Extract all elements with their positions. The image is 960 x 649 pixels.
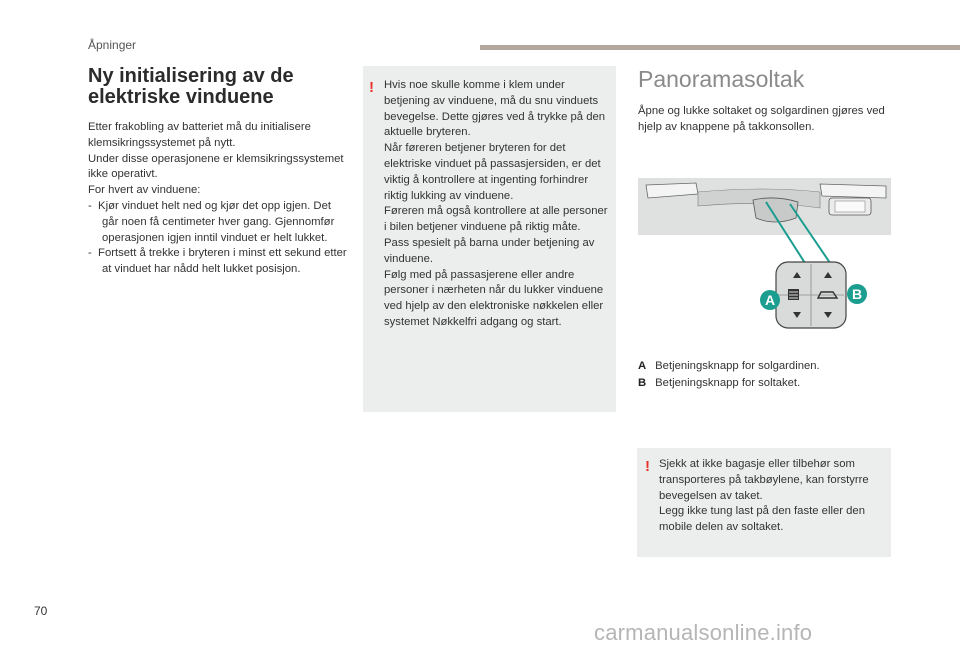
callout-a: A [764,292,776,308]
left-title: Ny initialisering av de elektriske vinduene [88,65,294,108]
legend-item-b [638,377,800,389]
left-paragraph-2: Under disse operasjonene er klemsikringssystemet ikke operativt. [88,152,344,181]
page-number: 70 [34,604,48,618]
left-column [88,66,350,278]
roof-console-figure [638,178,891,338]
left-paragraph-1: Etter frakobling av batteriet må du initialisere klemsikringssystemet på nytt. [88,121,311,149]
left-step-2: - Fortsett å trekke i bryteren i minst ett sekund etter at vinduet har nådd helt lukket posisjon. [88,247,347,276]
right-column [638,66,898,136]
warning-icon: ! [369,79,374,96]
left-step-1: - Kjør vinduet helt ned og kjør det opp igjen. Det går noen få centimeter hver gang. Gjennomfør operasjonen igjen inntil vinduet er helt lukket. [88,199,335,244]
legend-key-a: A [638,360,647,372]
warning-text-right: Sjekk at ikke bagasje eller tilbehør som transporteres på takbøylene, kan forstyrre bevegelsen av taket. Legg ikke tung last på den faste eller den mobile delen av soltaket. [659,458,869,534]
legend-item-a [638,360,820,372]
left-paragraph-3: For hvert av vinduene: [88,184,201,197]
warning-icon: ! [645,458,650,475]
callout-b: B [851,286,863,302]
right-title: Panoramasoltak [638,66,805,92]
legend-text-a: Betjeningsknapp for solgardinen. [655,360,820,372]
warning-text-middle: Hvis noe skulle komme i klem under betjening av vinduene, må du snu vinduets bevegelse. Dette gjøres ved å trykke på den aktuelle bryteren. Når føreren betjener bryteren for det elektriske vinduet på passasjersiden, er det viktig å kontrollere at ingenting forhindrer riktig lukking av vinduene. Føreren må også kontrollere at alle personer i bilen betjener vinduene på riktig måte. Pass spesielt på barna under betjening av vinduene. Følg med på passasjerene eller andre personer i nærheten når du lukker vinduene ved hjelp av den elektroniske nøkkelen eller systemet Nøkkelfri adgang og start. [384,79,608,328]
watermark: carmanualsonline.info [594,620,813,645]
warning-box-middle [363,66,616,412]
header-rule [480,45,960,50]
section-title: Åpninger [88,38,137,52]
legend-text-b: Betjeningsknapp for soltaket. [655,377,801,389]
warning-box-right [637,448,891,557]
legend-key-b: B [638,377,647,389]
right-intro: Åpne og lukke soltaket og solgardinen gjøres ved hjelp av knappene på takkonsollen. [638,105,885,133]
